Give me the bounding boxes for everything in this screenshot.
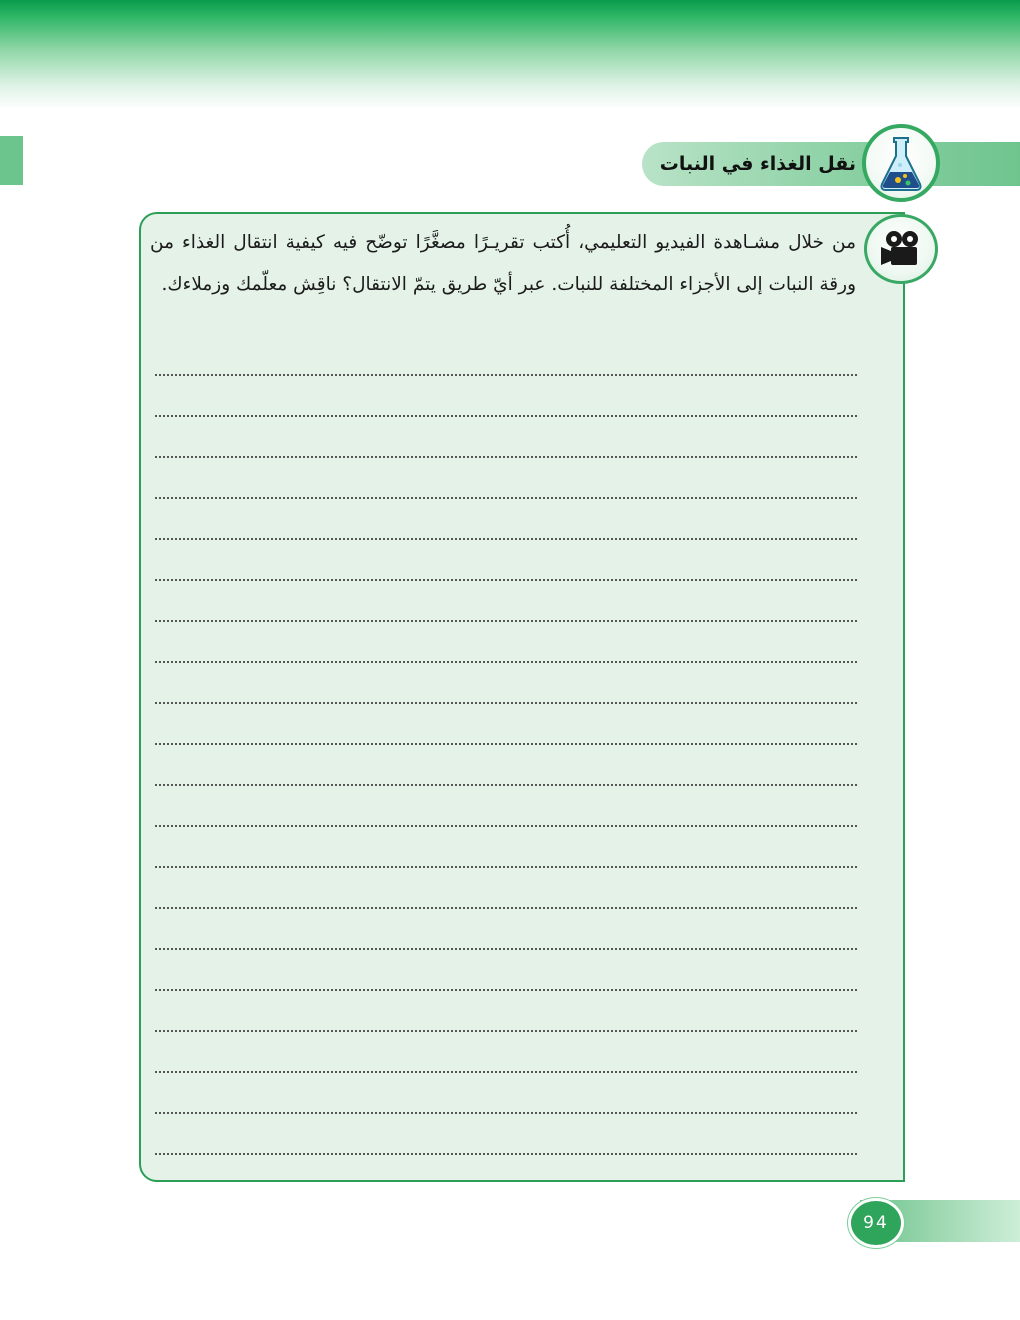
activity-prompt: من خلال مشـاهدة الفيديو التعليمي، أُكتب تقريـرًا مصغَّرًا توضّح فيه كيفية انتقال الغذاء من ورقة النبات إلى الأجزاء المختلفة للنبات. عبر أيّ طريق يتمّ الانتقال؟ ناقِش معلّمك وزملاءك. — [150, 232, 856, 295]
answer-line[interactable] — [155, 458, 857, 499]
answer-line[interactable] — [155, 909, 857, 950]
answer-line[interactable] — [155, 868, 857, 909]
answer-lines — [155, 368, 857, 1155]
answer-line[interactable] — [155, 745, 857, 786]
section-title: نقل الغذاء في النبات — [659, 153, 856, 175]
answer-line[interactable] — [155, 499, 857, 540]
answer-line[interactable] — [155, 1032, 857, 1073]
answer-line[interactable] — [155, 663, 857, 704]
left-edge-tab — [0, 136, 23, 185]
answer-line[interactable] — [155, 1114, 857, 1155]
answer-line[interactable] — [155, 368, 857, 376]
answer-line[interactable] — [155, 376, 857, 417]
answer-line[interactable] — [155, 540, 857, 581]
video-camera-icon — [864, 214, 938, 284]
answer-line[interactable] — [155, 622, 857, 663]
header-gradient-band — [0, 0, 1020, 110]
flask-icon — [862, 124, 940, 202]
answer-line[interactable] — [155, 581, 857, 622]
answer-line[interactable] — [155, 417, 857, 458]
answer-line[interactable] — [155, 704, 857, 745]
answer-line[interactable] — [155, 991, 857, 1032]
answer-line[interactable] — [155, 1073, 857, 1114]
answer-line[interactable] — [155, 827, 857, 868]
page-number: 94 — [848, 1198, 904, 1248]
answer-line[interactable] — [155, 786, 857, 827]
answer-line[interactable] — [155, 950, 857, 991]
